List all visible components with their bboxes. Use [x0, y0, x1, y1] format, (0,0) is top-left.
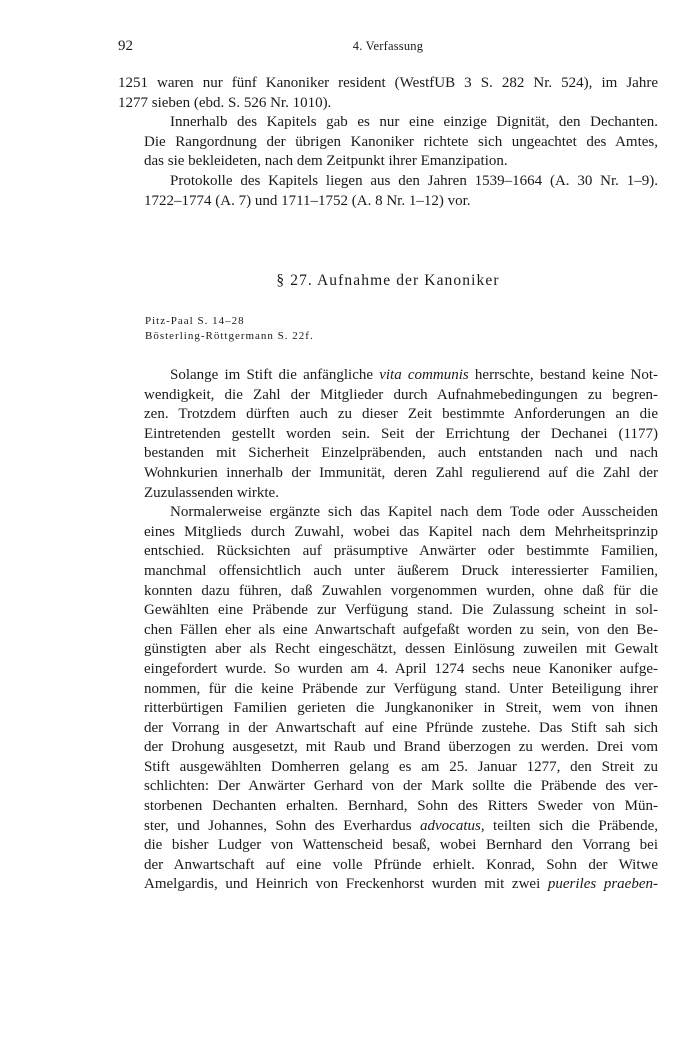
- reference-item: Pitz-Paal S. 14–28: [145, 315, 245, 327]
- text-line: schlichten: Der Anwärter Gerhard von der Mark sollte die Präbende des ver-: [144, 778, 658, 795]
- text-line: entschied. Rücksichten auf präsumptive Anwärter oder bestimmte Familien,: [144, 543, 658, 560]
- text-line: 1722–1774 (A. 7) und 1711–1752 (A. 8 Nr. 1–12) vor.: [144, 192, 471, 209]
- text-line: Protokolle des Kapitels liegen aus den Jahren 1539–1664 (A. 30 Nr. 1–9).: [170, 172, 658, 189]
- page-number: 92: [118, 38, 133, 54]
- intro-paragraph-1: [118, 74, 658, 113]
- text-run: teilten sich die Präbende,: [484, 817, 658, 834]
- running-head: [118, 38, 658, 58]
- text-line: konnten dazu führen, daß Zuwahlen vorgenommen wurden, ohne daß für die: [144, 582, 658, 599]
- text-run: Solange im Stift die anfängliche: [170, 367, 380, 383]
- italic-term: pueriles praeben-: [547, 876, 658, 893]
- text-line: günstigten aber als Recht eingeschätzt, dessen Einlösung zuweilen mit Gewalt: [144, 641, 658, 658]
- text-line: die bisher Ludger von Wattenscheid besaß, wobei Bernhard den Vorrang bei: [144, 837, 658, 854]
- text-line: [118, 366, 658, 386]
- text-line: bestanden mit Sicherheit Einzelpräbenden, auch entstanden nach und nach: [144, 445, 658, 462]
- text-line: storbenen Dechanten erhalten. Bernhard, Sohn des Ritters Sweder von Mün-: [144, 798, 658, 815]
- reference-item: Bösterling-Röttgermann S. 22f.: [145, 330, 314, 342]
- text-line: Wohnkurien innerhalb der Immunität, deren Zahl regulierend auf die Zahl der: [144, 464, 658, 481]
- text-line: eingefordert wurde. So wurden am 4. April 1274 sechs neue Kanoniker aufge-: [144, 660, 658, 677]
- text-line: das sie bekleideten, nach dem Zeitpunkt ihrer Emanzipation.: [144, 153, 508, 170]
- text-line: [118, 875, 658, 895]
- text-line: der Drohung ausgesetzt, mit Raub und Brand überzogen zu werden. Drei vom: [144, 739, 658, 756]
- text-run: ster, und Johannes, Sohn des Everhardus: [144, 817, 420, 834]
- text-line: eines Mitglieds durch Zuwahl, wobei das Kapitel nach dem Mehrheitsprinzip: [144, 523, 658, 540]
- text-line: 1277 sieben (ebd. S. 526 Nr. 1010).: [118, 94, 332, 111]
- text-line: Gewählten eine Präbende zur Verfügung stand. Die Zulassung scheint in sol-: [144, 602, 658, 619]
- intro-paragraph-3: [118, 172, 658, 211]
- running-title: 4. Verfassung: [352, 39, 424, 53]
- italic-term: vita communis: [379, 367, 469, 383]
- text-line: [118, 817, 658, 837]
- text-line: ritterbürtigen Familien gerieten die Jungkanoniker in Streit, wem von ihnen: [144, 700, 658, 717]
- text-line: chen Fällen eher als eine Anwartschaft aufgefaßt worden zu sein, von den Be-: [144, 621, 658, 638]
- text-line: der Anwartschaft auf eine volle Pfründe erhielt. Konrad, Sohn der Witwe: [144, 856, 658, 873]
- section-heading: § 27. Aufnahme der Kanoniker: [276, 272, 500, 289]
- text-run: Amelgardis, und Heinrich von Freckenhorst wurden mit zwei: [144, 876, 548, 893]
- text-line: Die Rangordnung der übrigen Kanoniker richtete sich ungeachtet des Amtes,: [144, 133, 658, 150]
- text-line: Stift ausgewählten Domherren gelang es am 25. Januar 1277, den Streit zu: [144, 758, 658, 775]
- text-line: 1251 waren nur fünf Kanoniker resident (WestfUB 3 S. 282 Nr. 524), im Jahre: [118, 75, 658, 91]
- italic-term: advocatus,: [420, 817, 485, 834]
- intro-paragraph-2: [118, 113, 658, 172]
- intro-text: [118, 74, 658, 211]
- section-body: [118, 366, 658, 895]
- text-line: wendigkeit, die Zahl der Mitglieder durch Aufnahmebedingungen zu begren-: [144, 386, 658, 403]
- literature-references: [145, 314, 314, 344]
- text-line: Eintretenden gestellt worden sein. Seit der Errichtung der Dechanei (1177): [144, 425, 658, 442]
- text-line: zen. Trotzdem dürften auch zu dieser Zeit bestimmte Anforderungen an die: [144, 406, 658, 423]
- text-line: Normalerweise ergänzte sich das Kapitel nach dem Tode oder Ausscheiden: [170, 504, 658, 521]
- text-line: der Vorrang in der Anwartschaft auf eine Pfründe zustehe. Das Stift sah sich: [144, 719, 658, 736]
- text-line: nommen, für die keine Präbende zur Verfügung stand. Unter Beteiligung ihrer: [144, 680, 658, 697]
- text-line: manchmal offensichtlich auch unter äußerem Druck interessierter Familien,: [144, 562, 658, 579]
- text-line: Innerhalb des Kapitels gab es nur eine einzige Dignität, den Dechanten.: [170, 114, 658, 131]
- body-paragraph-2: [118, 503, 658, 895]
- text-line: Zuzulassenden wirkte.: [144, 484, 279, 501]
- body-paragraph-1: [118, 366, 658, 503]
- text-run: herrschte, bestand keine Not-: [468, 367, 658, 383]
